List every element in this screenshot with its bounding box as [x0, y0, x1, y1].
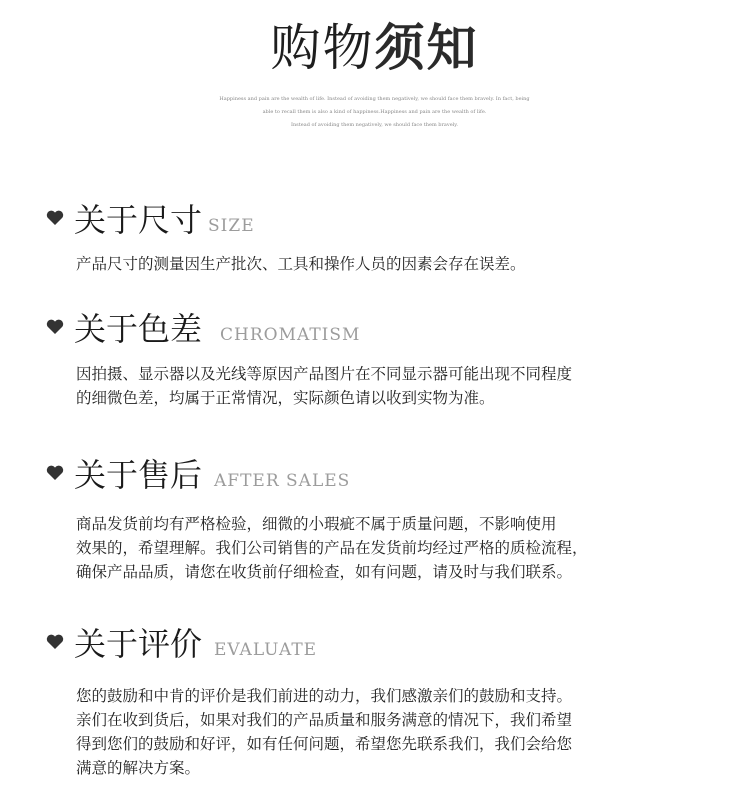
body-line: 商品发货前均有严格检验，细微的小瑕疵不属于质量问题，不影响使用: [76, 515, 557, 533]
page-title-light: 购物: [270, 19, 375, 77]
english-tagline-line: Happiness and pain are the wealth of life. Instead of avoiding them negatively, we should face them bravely. In fact, being: [219, 96, 530, 102]
page-title-bold: 须知: [374, 19, 479, 77]
section-heading-after-sales: [46, 451, 350, 495]
section-heading-evaluate: [46, 620, 317, 664]
section-body-after-sales: [76, 512, 696, 584]
heart-icon: [46, 319, 70, 335]
section-title: 关于尺寸: [74, 201, 203, 239]
body-line: 效果的，希望理解。我们公司销售的产品在发货前均经过严格的质检流程，: [76, 539, 588, 557]
section-body-evaluate: [76, 684, 696, 780]
body-line: 产品尺寸的测量因生产批次、工具和操作人员的因素会存在误差。: [76, 255, 526, 273]
body-line: 您的鼓励和中肯的评价是我们前进的动力，我们感激亲们的鼓励和支持。: [76, 687, 573, 705]
section-heading-size: [46, 196, 255, 240]
heart-icon: [46, 465, 70, 481]
body-line: 满意的解决方案。: [76, 759, 201, 777]
heart-icon: [46, 634, 70, 650]
section-english-title: CHROMATISM: [220, 325, 361, 345]
section-body-chromatism: [76, 362, 696, 410]
english-tagline-line: able to recall them is also a kind of happiness.Happiness and pain are the wealth of life.: [262, 109, 487, 115]
body-line: 因拍摄、显示器以及光线等原因产品图片在不同显示器可能出现不同程度: [76, 365, 573, 383]
page-title: [0, 14, 749, 82]
section-heading-chromatism: [46, 305, 360, 349]
section-title: 关于评价: [74, 625, 203, 663]
body-line: 得到您们的鼓励和好评，如有任何问题，希望您先联系我们，我们会给您: [76, 735, 573, 753]
body-line: 的细微色差，均属于正常情况，实际颜色请以收到实物为准。: [76, 389, 495, 407]
section-english-title: AFTER SALES: [214, 471, 351, 491]
section-title: 关于色差: [74, 310, 203, 348]
section-english-title: EVALUATE: [214, 640, 318, 660]
section-english-title: SIZE: [208, 216, 255, 236]
english-tagline-line: Instead of avoiding them negatively, we should face them bravely.: [290, 122, 459, 128]
body-line: 亲们在收到货后，如果对我们的产品质量和服务满意的情况下，我们希望: [76, 711, 573, 729]
body-line: 确保产品品质，请您在收货前仔细检查，如有问题，请及时与我们联系。: [76, 563, 573, 581]
section-title: 关于售后: [74, 456, 203, 494]
heart-icon: [46, 210, 70, 226]
section-body-size: [76, 252, 696, 276]
